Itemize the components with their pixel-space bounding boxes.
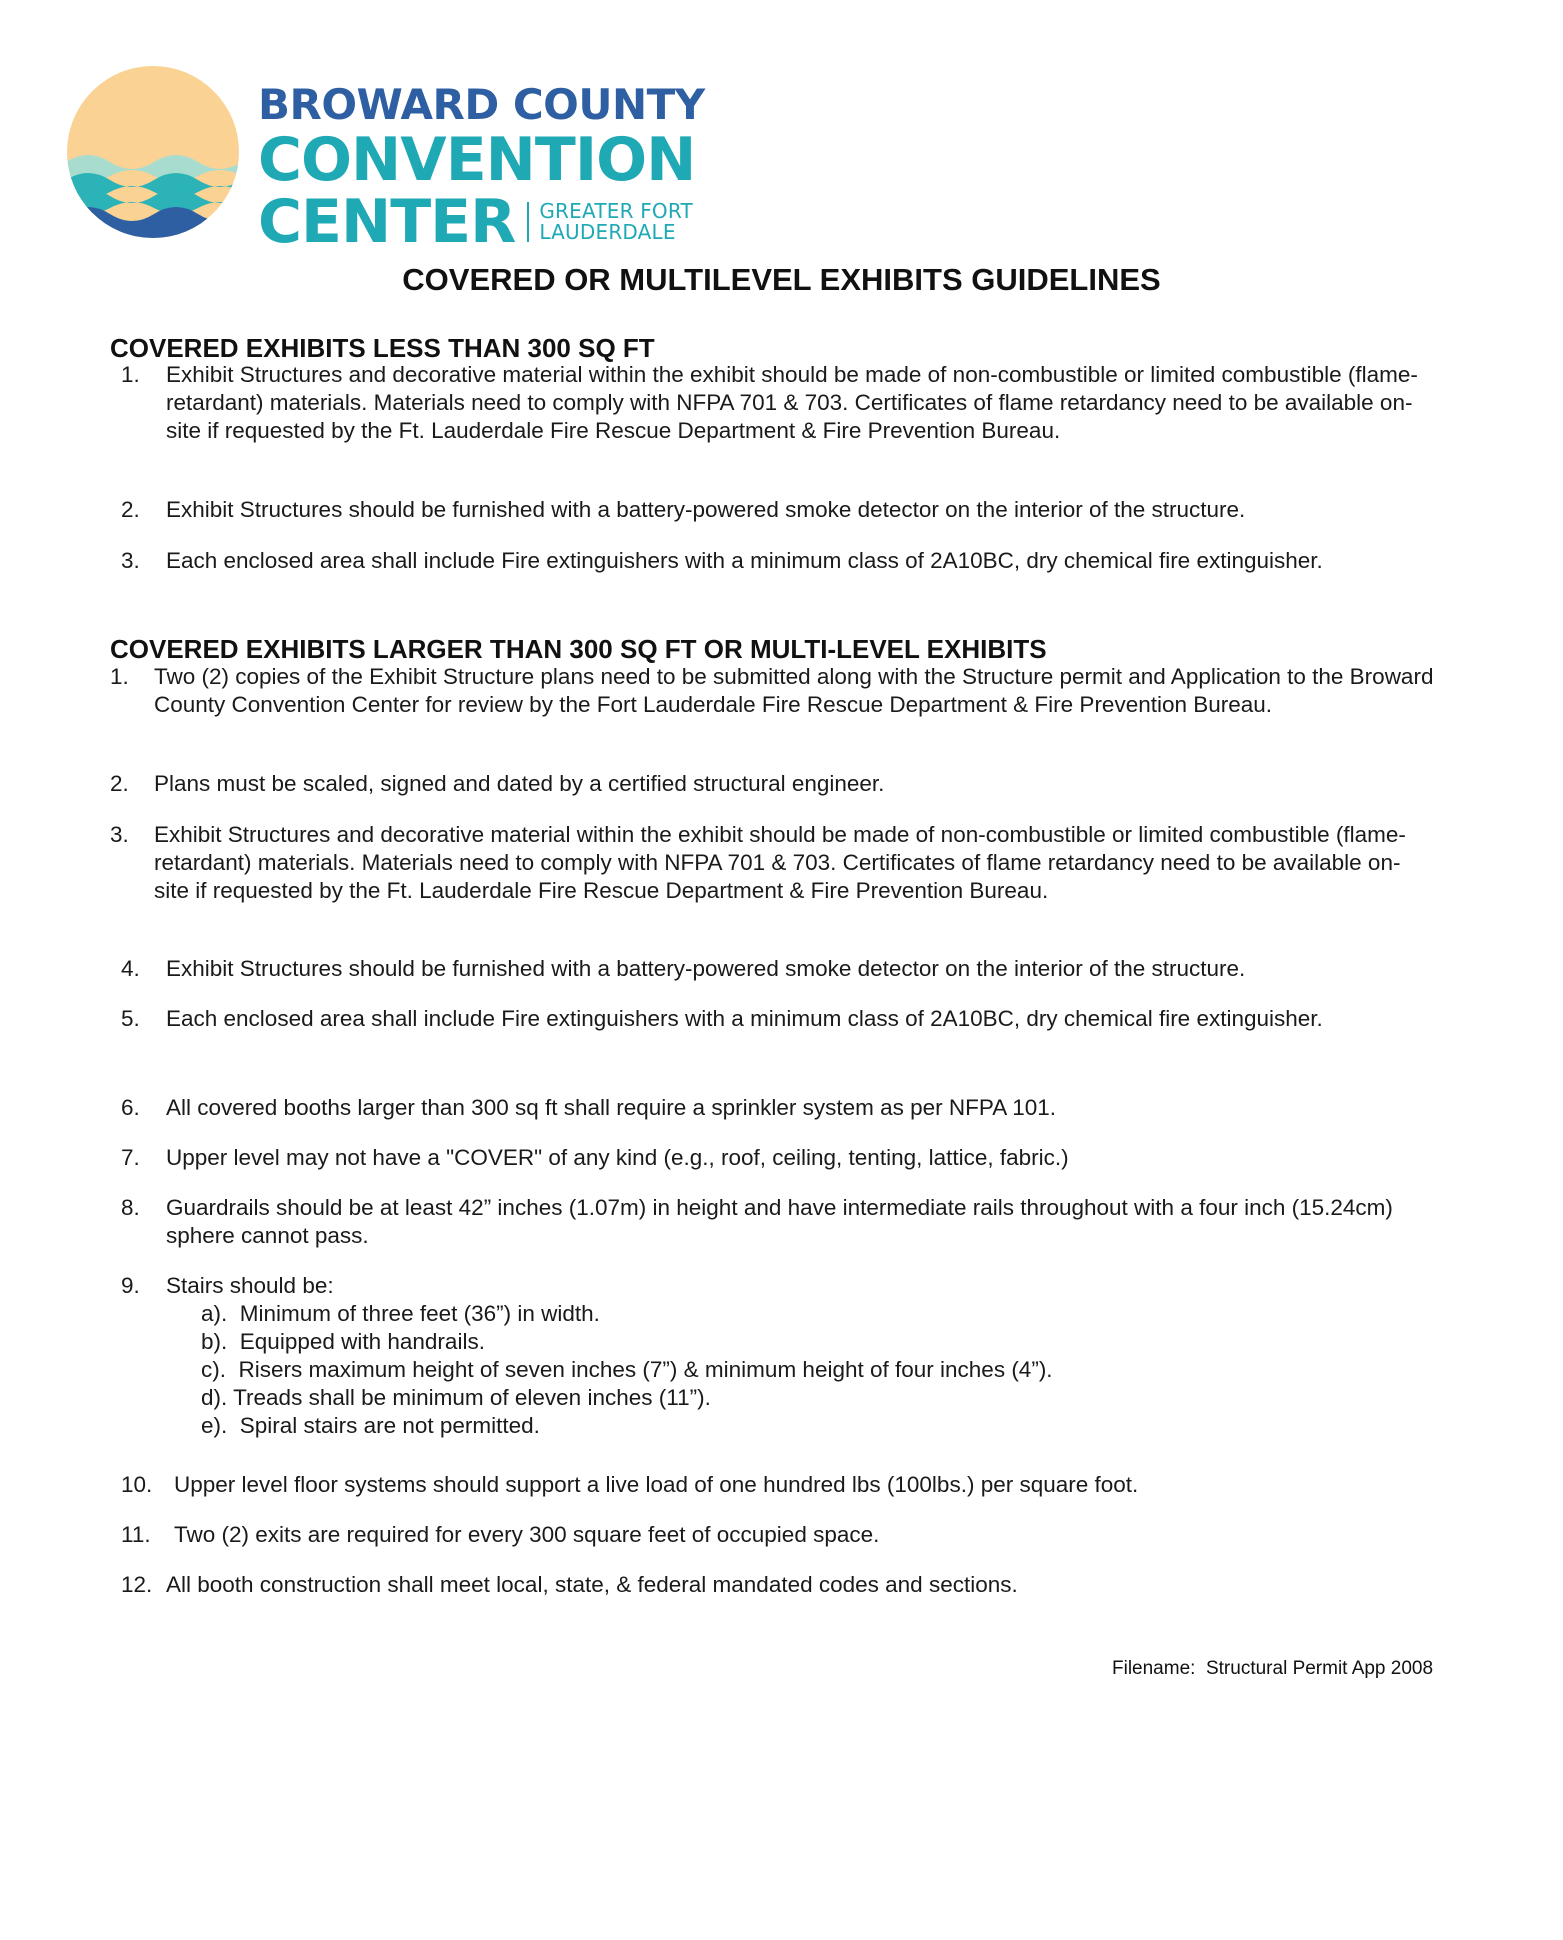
item-text: Plans must be scaled, signed and dated by a certified structural engineer. (154, 771, 885, 796)
section2-item-11 (121, 1521, 1434, 1549)
logo-subtitle (539, 201, 693, 243)
item-number: 7. (121, 1145, 140, 1170)
item-text: Each enclosed area shall include Fire extinguishers with a minimum class of 2A10BC, dry chemical fire extinguisher. (166, 1006, 1323, 1031)
item-text: Guardrails should be at least 42” inches (1.07m) in height and have intermediate rails throughout with a four inch (15.24cm) sphere cannot pass. (166, 1195, 1393, 1248)
item-number: 10. (121, 1472, 153, 1497)
section2-item-9 (121, 1272, 1366, 1300)
item-text: Stairs should be: (166, 1273, 334, 1298)
logo-subtitle-line1: GREATER FORT (539, 199, 693, 223)
item-number: 5. (121, 1006, 140, 1031)
section1-item-1 (121, 361, 1426, 445)
filename-value: Structural Permit App 2008 (1205, 1658, 1434, 1679)
item-text: All booth construction shall meet local, state, & federal mandated codes and sections. (166, 1572, 1018, 1597)
section2-item-7 (121, 1144, 1446, 1172)
section2-item-2 (110, 770, 1434, 798)
item-number: 9. (121, 1273, 140, 1298)
section1-item-3 (121, 547, 1346, 575)
section2-item-5 (121, 1005, 1346, 1033)
subitem-text: Risers maximum height of seven inches (7”) & minimum height of four inches (4”). (238, 1357, 1053, 1382)
filename-footer (1112, 1658, 1433, 1680)
subitem-label: e). (201, 1413, 228, 1438)
logo-wordmark (258, 80, 705, 257)
item-text: Two (2) copies of the Exhibit Structure plans need to be submitted along with the Structure permit and Application to the Broward County Convention Center for review by the Fort Lauderdale Fire Rescue Department & Fire Prevention Bureau. (154, 664, 1434, 717)
filename-label: Filename: (1112, 1658, 1196, 1679)
section2-heading: COVERED EXHIBITS LARGER THAN 300 SQ FT OR MULTI-LEVEL EXHIBITS (110, 634, 1047, 664)
subitem-label: d). (201, 1385, 228, 1410)
item-number: 2. (121, 497, 140, 522)
item-text: Exhibit Structures should be furnished with a battery-powered smoke detector on the interior of the structure. (166, 956, 1246, 981)
item-number: 4. (121, 956, 140, 981)
item-text: Two (2) exits are required for every 300 square feet of occupied space. (174, 1522, 880, 1547)
item-number: 1. (110, 664, 129, 689)
item-number: 1. (121, 362, 140, 387)
logo-subtitle-line2: LAUDERDALE (539, 220, 676, 244)
subitem-text: Spiral stairs are not permitted. (239, 1413, 540, 1438)
logo-line-center: CENTER (258, 187, 516, 257)
stairs-subitem-b (201, 1328, 485, 1356)
logo-divider (527, 202, 529, 242)
item-text: Upper level floor systems should support a live load of one hundred lbs (100lbs.) per square foot. (174, 1472, 1139, 1497)
item-number: 11. (121, 1522, 151, 1547)
section2-item-10 (121, 1471, 1434, 1499)
item-number: 6. (121, 1095, 140, 1120)
section2-item-12 (121, 1571, 1426, 1599)
section2-item-4 (121, 955, 1446, 983)
section2-item-1 (110, 663, 1434, 719)
section1-heading: COVERED EXHIBITS LESS THAN 300 SQ FT (110, 333, 655, 363)
subitem-text: Minimum of three feet (36”) in width. (239, 1301, 600, 1326)
stairs-subitem-a (201, 1300, 600, 1328)
subitem-label: c). (201, 1357, 226, 1382)
item-number: 2. (110, 771, 129, 796)
document-title: COVERED OR MULTILEVEL EXHIBITS GUIDELINES (402, 262, 1161, 297)
subitem-label: b). (201, 1329, 228, 1354)
section2-item-3 (110, 821, 1414, 905)
item-text: Exhibit Structures and decorative material within the exhibit should be made of non-combustible or limited combustible (flame-retardant) materials. Materials need to comply with NFPA 701 & 703. Certificates of flame retardancy need to be available on-site if requested by the Ft. Lauderdale Fire Rescue Department & Fire Prevention Bureau. (166, 362, 1418, 443)
section1-item-2 (121, 496, 1426, 524)
stairs-subitem-e (201, 1412, 540, 1440)
item-text: Exhibit Structures and decorative material within the exhibit should be made of non-combustible or limited combustible (flame-retardant) materials. Materials need to comply with NFPA 701 & 703. Certificates of flame retardancy need to be available on-site if requested by the Ft. Lauderdale Fire Rescue Department & Fire Prevention Bureau. (154, 822, 1406, 903)
logo-line-convention: CONVENTION (258, 125, 696, 195)
item-number: 3. (121, 548, 140, 573)
logo-line-broward-county: BROWARD COUNTY (258, 80, 705, 129)
section2-item-8 (121, 1194, 1436, 1250)
logo-line-center-row (258, 187, 705, 257)
stairs-subitem-d (201, 1384, 711, 1412)
stairs-subitem-c (201, 1356, 1053, 1384)
item-text: Each enclosed area shall include Fire extinguishers with a minimum class of 2A10BC, dry chemical fire extinguisher. (166, 548, 1323, 573)
item-text: Upper level may not have a "COVER" of any kind (e.g., roof, ceiling, tenting, lattice, fabric.) (166, 1145, 1069, 1170)
broward-county-convention-center-logo (66, 64, 705, 257)
item-number: 12. (121, 1572, 153, 1597)
item-number: 3. (110, 822, 129, 847)
section2-item-6 (121, 1094, 1446, 1122)
item-text: All covered booths larger than 300 sq ft shall require a sprinkler system as per NFPA 101. (166, 1095, 1057, 1120)
subitem-text: Treads shall be minimum of eleven inches (11”). (233, 1385, 711, 1410)
subitem-label: a). (201, 1301, 228, 1326)
item-number: 8. (121, 1195, 140, 1220)
subitem-text: Equipped with handrails. (239, 1329, 485, 1354)
item-text: Exhibit Structures should be furnished with a battery-powered smoke detector on the interior of the structure. (166, 497, 1246, 522)
sun-waves-logo-icon (66, 64, 241, 239)
